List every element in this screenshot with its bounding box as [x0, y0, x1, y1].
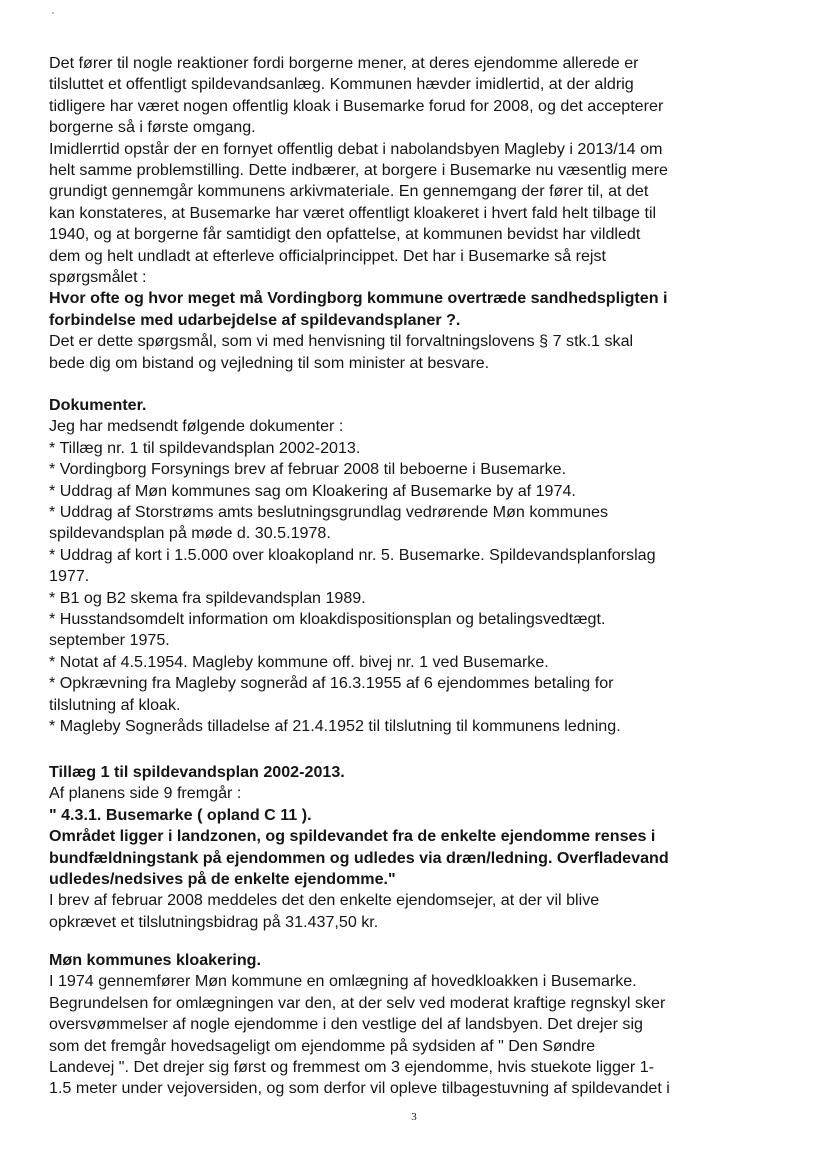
scan-speck — [52, 12, 54, 14]
text-line: Det er dette spørgsmål, som vi med henvisning til forvaltningslovens § 7 stk.1 skal — [49, 332, 634, 351]
section-documents — [49, 395, 775, 738]
paragraph-reactions — [49, 53, 775, 374]
list-item: 1977. — [49, 567, 90, 586]
quote-title: " 4.3.1. Busemarke ( opland C 11 ). — [49, 805, 312, 824]
list-item: * Uddrag af kort i 1.5.000 over kloakopland nr. 5. Busemarke. Spildevandsplanforslag — [49, 545, 656, 564]
text-line: spørgsmålet : — [49, 268, 147, 287]
list-item: * Uddrag af Møn kommunes sag om Kloakering af Busemarke by af 1974. — [49, 481, 576, 500]
section-intro: Jeg har medsendt følgende dokumenter : — [49, 417, 344, 436]
list-item: spildevandsplan på møde d. 30.5.1978. — [49, 524, 331, 543]
list-item: * Tillæg nr. 1 til spildevandsplan 2002-2013. — [49, 438, 361, 457]
text-line: tilsluttet et offentligt spildevandsanlæg. Kommunen hævder imidlertid, at der aldrig — [49, 75, 634, 94]
text-line: som det fremgår hovedsageligt om ejendomme på sydsiden af " Den Søndre — [49, 1036, 596, 1055]
text-line: oversvømmelser af nogle ejendomme i den vestlige del af landsbyen. Det drejer sig — [49, 1015, 643, 1034]
section-intro: Af planens side 9 fremgår : — [49, 784, 242, 803]
question-line: Hvor ofte og hvor meget må Vordingborg kommune overtræde sandhedspligten i — [49, 289, 668, 308]
page-number: 3 — [411, 1111, 417, 1123]
question-line: forbindelse med udarbejdelse af spildevandsplaner ?. — [49, 310, 461, 329]
list-item: * Magleby Sogneråds tilladelse af 21.4.1952 til tilslutning til kommunens ledning. — [49, 717, 621, 736]
text-line: borgerne så i første omgang. — [49, 118, 256, 137]
section-heading: Møn kommunes kloakering. — [49, 951, 261, 969]
section-mon — [49, 950, 775, 1100]
text-line: Det fører til nogle reaktioner fordi borgerne mener, at deres ejendomme allerede er — [49, 54, 639, 72]
list-item: * Notat af 4.5.1954. Magleby kommune off. bivej nr. 1 ved Busemarke. — [49, 652, 549, 671]
quote-line: udledes/nedsives på de enkelte ejendomme." — [49, 870, 396, 889]
list-item: * Vordingborg Forsynings brev af februar 2008 til beboerne i Busemarke. — [49, 460, 567, 479]
list-item: september 1975. — [49, 631, 170, 650]
text-line: tidligere har været nogen offentlig kloak i Busemarke forud for 2008, og det accepterer — [49, 96, 664, 115]
text-line: 1.5 meter under vejoversiden, og som derfor vil opleve tilbagestuvning af spildevandet i — [49, 1079, 670, 1098]
text-line: helt samme problemstilling. Dette indbærer, at borgere i Busemarke nu væsentlig mere — [49, 161, 668, 180]
section-heading: Dokumenter. — [49, 396, 147, 414]
section-tillaeg — [49, 762, 775, 933]
text-line: bede dig om bistand og vejledning til som minister at besvare. — [49, 353, 490, 372]
quote-line: bundfældningstank på ejendommen og udledes via dræn/ledning. Overfladevand — [49, 848, 669, 867]
list-item: * B1 og B2 skema fra spildevandsplan 1989. — [49, 588, 366, 607]
quote-line: Området ligger i landzonen, og spildevandet fra de enkelte ejendomme renses i — [49, 827, 656, 846]
list-item: * Husstandsomdelt information om kloakdispositionsplan og betalingsvedtægt. — [49, 610, 606, 629]
list-item: * Opkrævning fra Magleby sogneråd af 16.3.1955 af 6 ejendommes betaling for — [49, 674, 614, 693]
text-line: grundigt gennemgår kommunens arkivmateriale. En gennemgang der fører til, at det — [49, 182, 649, 201]
text-line: I 1974 gennemfører Møn kommune en omlægning af hovedkloakken i Busemarke. — [49, 972, 637, 991]
text-line: Begrundelsen for omlægningen var den, at der selv ved moderat kraftige regnskyl sker — [49, 993, 666, 1012]
text-line: dem og helt undladt at efterleve officialprincippet. Det har i Busemarke så rejst — [49, 246, 607, 265]
text-line: 1940, og at borgerne får samtidigt den opfattelse, at kommunen bevidst har vildledt — [49, 225, 641, 244]
text-line: opkrævet et tilslutningsbidrag på 31.437,50 kr. — [49, 912, 379, 931]
text-line: Imidlerrtid opstår der en fornyet offentlig debat i nabolandsbyen Magleby i 2013/14 om — [49, 139, 663, 158]
section-heading: Tillæg 1 til spildevandsplan 2002-2013. — [49, 763, 345, 781]
text-line: Landevej ". Det drejer sig først og fremmest om 3 ejendomme, hvis stuekote ligger 1- — [49, 1058, 655, 1077]
list-item: tilslutning af kloak. — [49, 695, 181, 714]
text-line: kan konstateres, at Busemarke har været offentligt kloakeret i hvert fald helt tilbage til — [49, 203, 657, 222]
list-item: * Uddrag af Storstrøms amts beslutningsgrundlag vedrørende Møn kommunes — [49, 503, 609, 522]
text-line: I brev af februar 2008 meddeles det den enkelte ejendomsejer, at der vil blive — [49, 891, 600, 910]
